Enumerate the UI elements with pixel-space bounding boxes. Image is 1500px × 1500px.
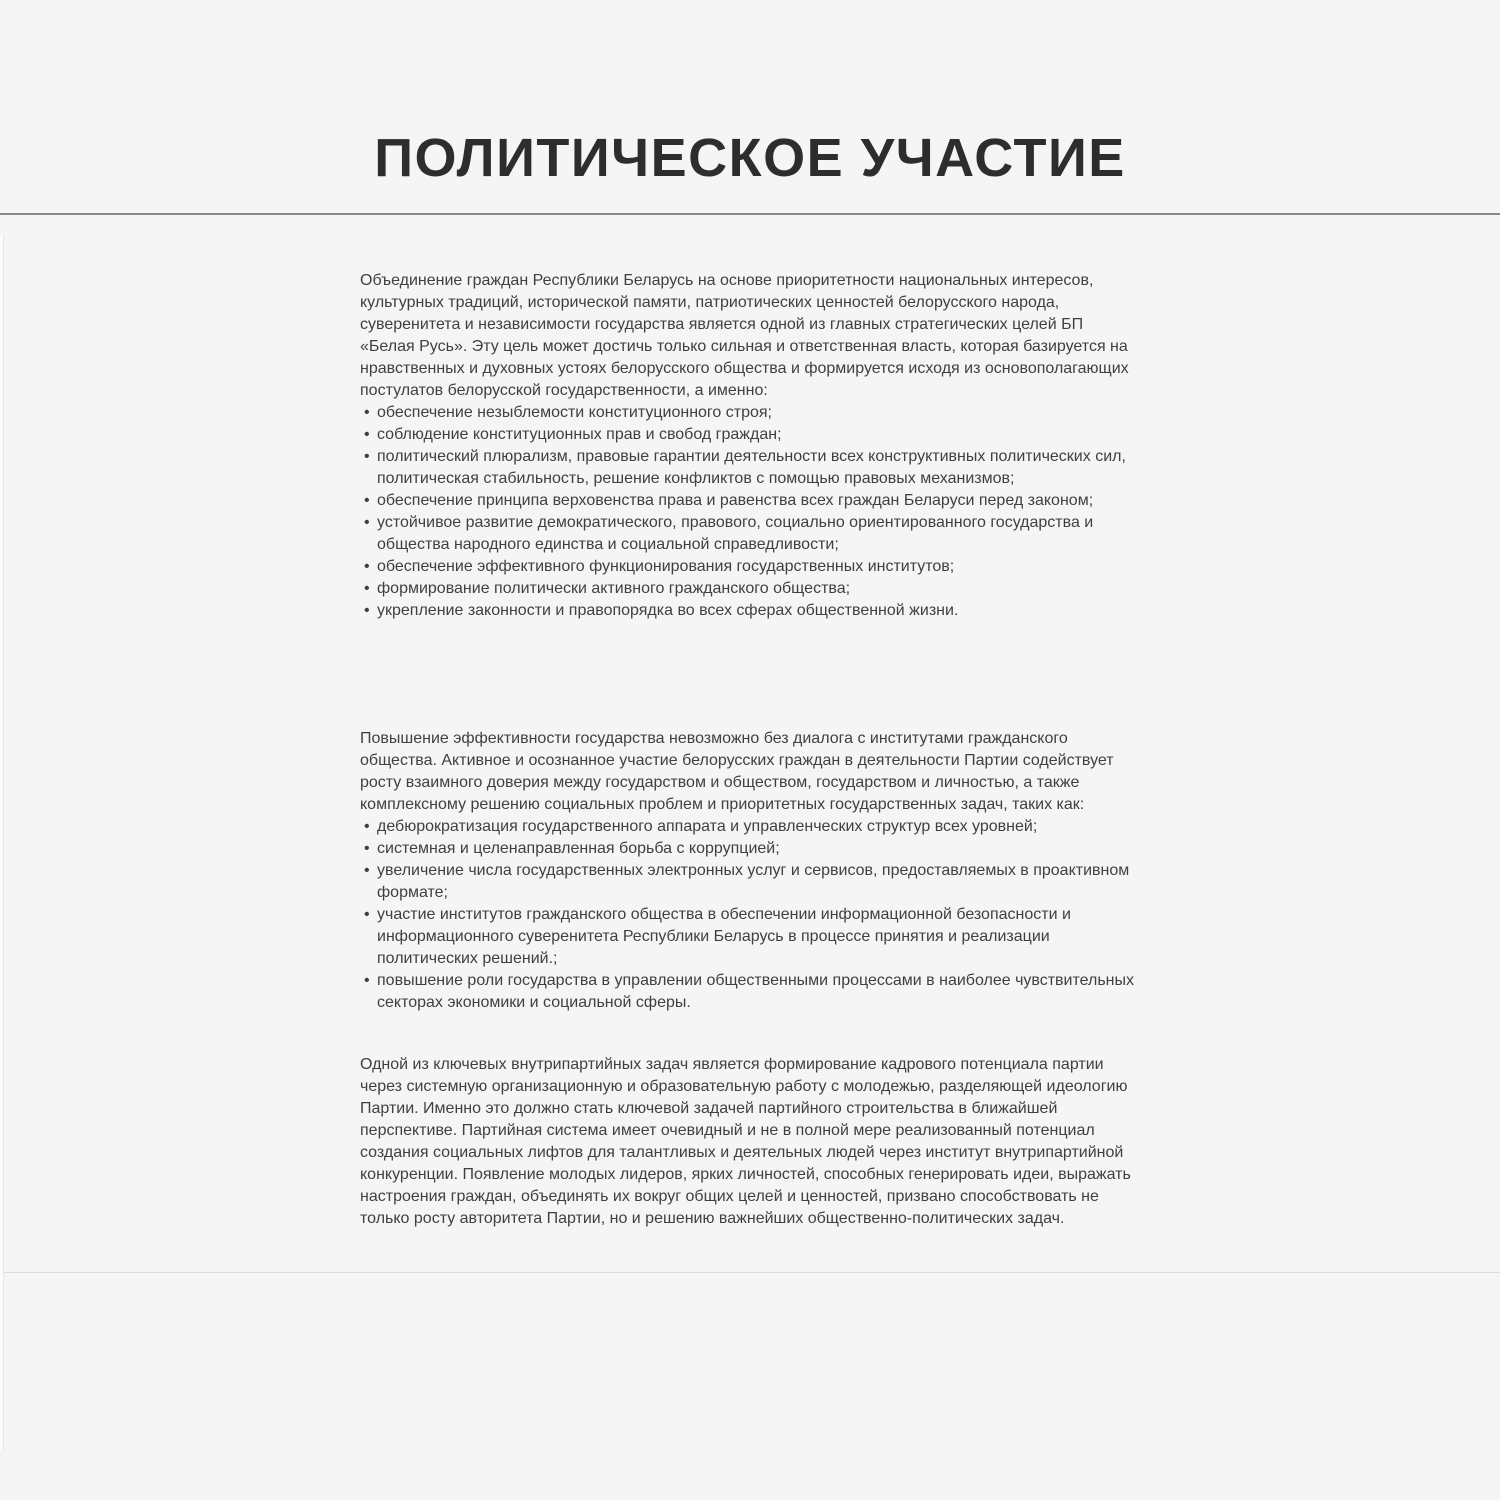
text-block-goals <box>360 270 1140 622</box>
bullet-list-state-postulates <box>360 402 1140 622</box>
list-item: • повышение роли государства в управлении общественными процессами в наиболее чувствительных секторах экономики и социальной сферы. <box>360 970 1140 1014</box>
list-item: • увеличение числа государственных электронных услуг и сервисов, предоставляемых в проактивном формате; <box>360 860 1140 904</box>
text-block-party-personnel <box>360 1054 1140 1230</box>
list-item: • обеспечение принципа верховенства права и равенства всех граждан Беларуси перед законом; <box>360 490 1140 512</box>
section-divider <box>0 1272 1500 1273</box>
closing-paragraph: Одной из ключевых внутрипартийных задач является формирование кадрового потенциала партии через системную организационную и образовательную работу с молодежью, разделяющей идеологию Партии. Именно это должно стать ключевой задачей партийного строительства в ближайшей перспективе. Партийная система имеет очевидный и не в полной мере реализованный потенциал создания социальных лифтов для талантливых и деятельных людей через институт внутрипартийной конкуренции. Появление молодых лидеров, ярких личностей, способных генерировать идеи, выражать настроения граждан, объединять их вокруг общих целей и ценностей, призвано способствовать не только росту авторитета Партии, но и решению важнейших общественно-политических задач. <box>360 1056 1131 1227</box>
list-item: • обеспечение незыблемости конституционного строя; <box>360 402 1140 424</box>
list-item: • формирование политически активного гражданского общества; <box>360 578 1140 600</box>
list-item: • укрепление законности и правопорядка во всех сферах общественной жизни. <box>360 600 1140 622</box>
list-item: • политический плюрализм, правовые гарантии деятельности всех конструктивных политических сил, политическая стабильность, решение конфликтов с помощью правовых механизмов; <box>360 446 1140 490</box>
list-item: • дебюрократизация государственного аппарата и управленческих структур всех уровней; <box>360 816 1140 838</box>
list-item: • соблюдение конституционных прав и свобод граждан; <box>360 424 1140 446</box>
list-item: • устойчивое развитие демократического, правового, социально ориентированного государства и общества народного единства и социальной справедливости; <box>360 512 1140 556</box>
content-column <box>360 215 1140 1230</box>
list-item: • системная и целенаправленная борьба с коррупцией; <box>360 838 1140 860</box>
bullet-list-state-tasks <box>360 816 1140 1014</box>
text-block-civil-society <box>360 728 1140 1014</box>
list-item: • участие институтов гражданского общества в обеспечении информационной безопасности и информационного суверенитета Республики Беларусь в процессе принятия и реализации политических решений.; <box>360 904 1140 970</box>
intro-paragraph: Объединение граждан Республики Беларусь на основе приоритетности национальных интересов, культурных традиций, исторической памяти, патриотических ценностей белорусского народа, суверенитета и независимости государства является одной из главных стратегических целей БП «Белая Русь». Эту цель может достичь только сильная и ответственная власть, которая базируется на нравственных и духовных устоях белорусского общества и формируется исходя из основополагающих постулатов белорусской государственности, а именно: <box>360 272 1129 399</box>
page-title: ПОЛИТИЧЕСКОЕ УЧАСТИЕ <box>374 128 1126 188</box>
intro-paragraph: Повышение эффективности государства невозможно без диалога с институтами гражданского общества. Активное и осознанное участие белорусских граждан в деятельности Партии содействует росту взаимного доверия между государством и обществом, государством и личностью, а также комплексному решению социальных проблем и приоритетных государственных задач, таких как: <box>360 730 1114 813</box>
list-item: • обеспечение эффективного функционирования государственных институтов; <box>360 556 1140 578</box>
political-participation-page <box>0 126 1500 1500</box>
adjacent-slide-edge <box>0 234 4 1450</box>
